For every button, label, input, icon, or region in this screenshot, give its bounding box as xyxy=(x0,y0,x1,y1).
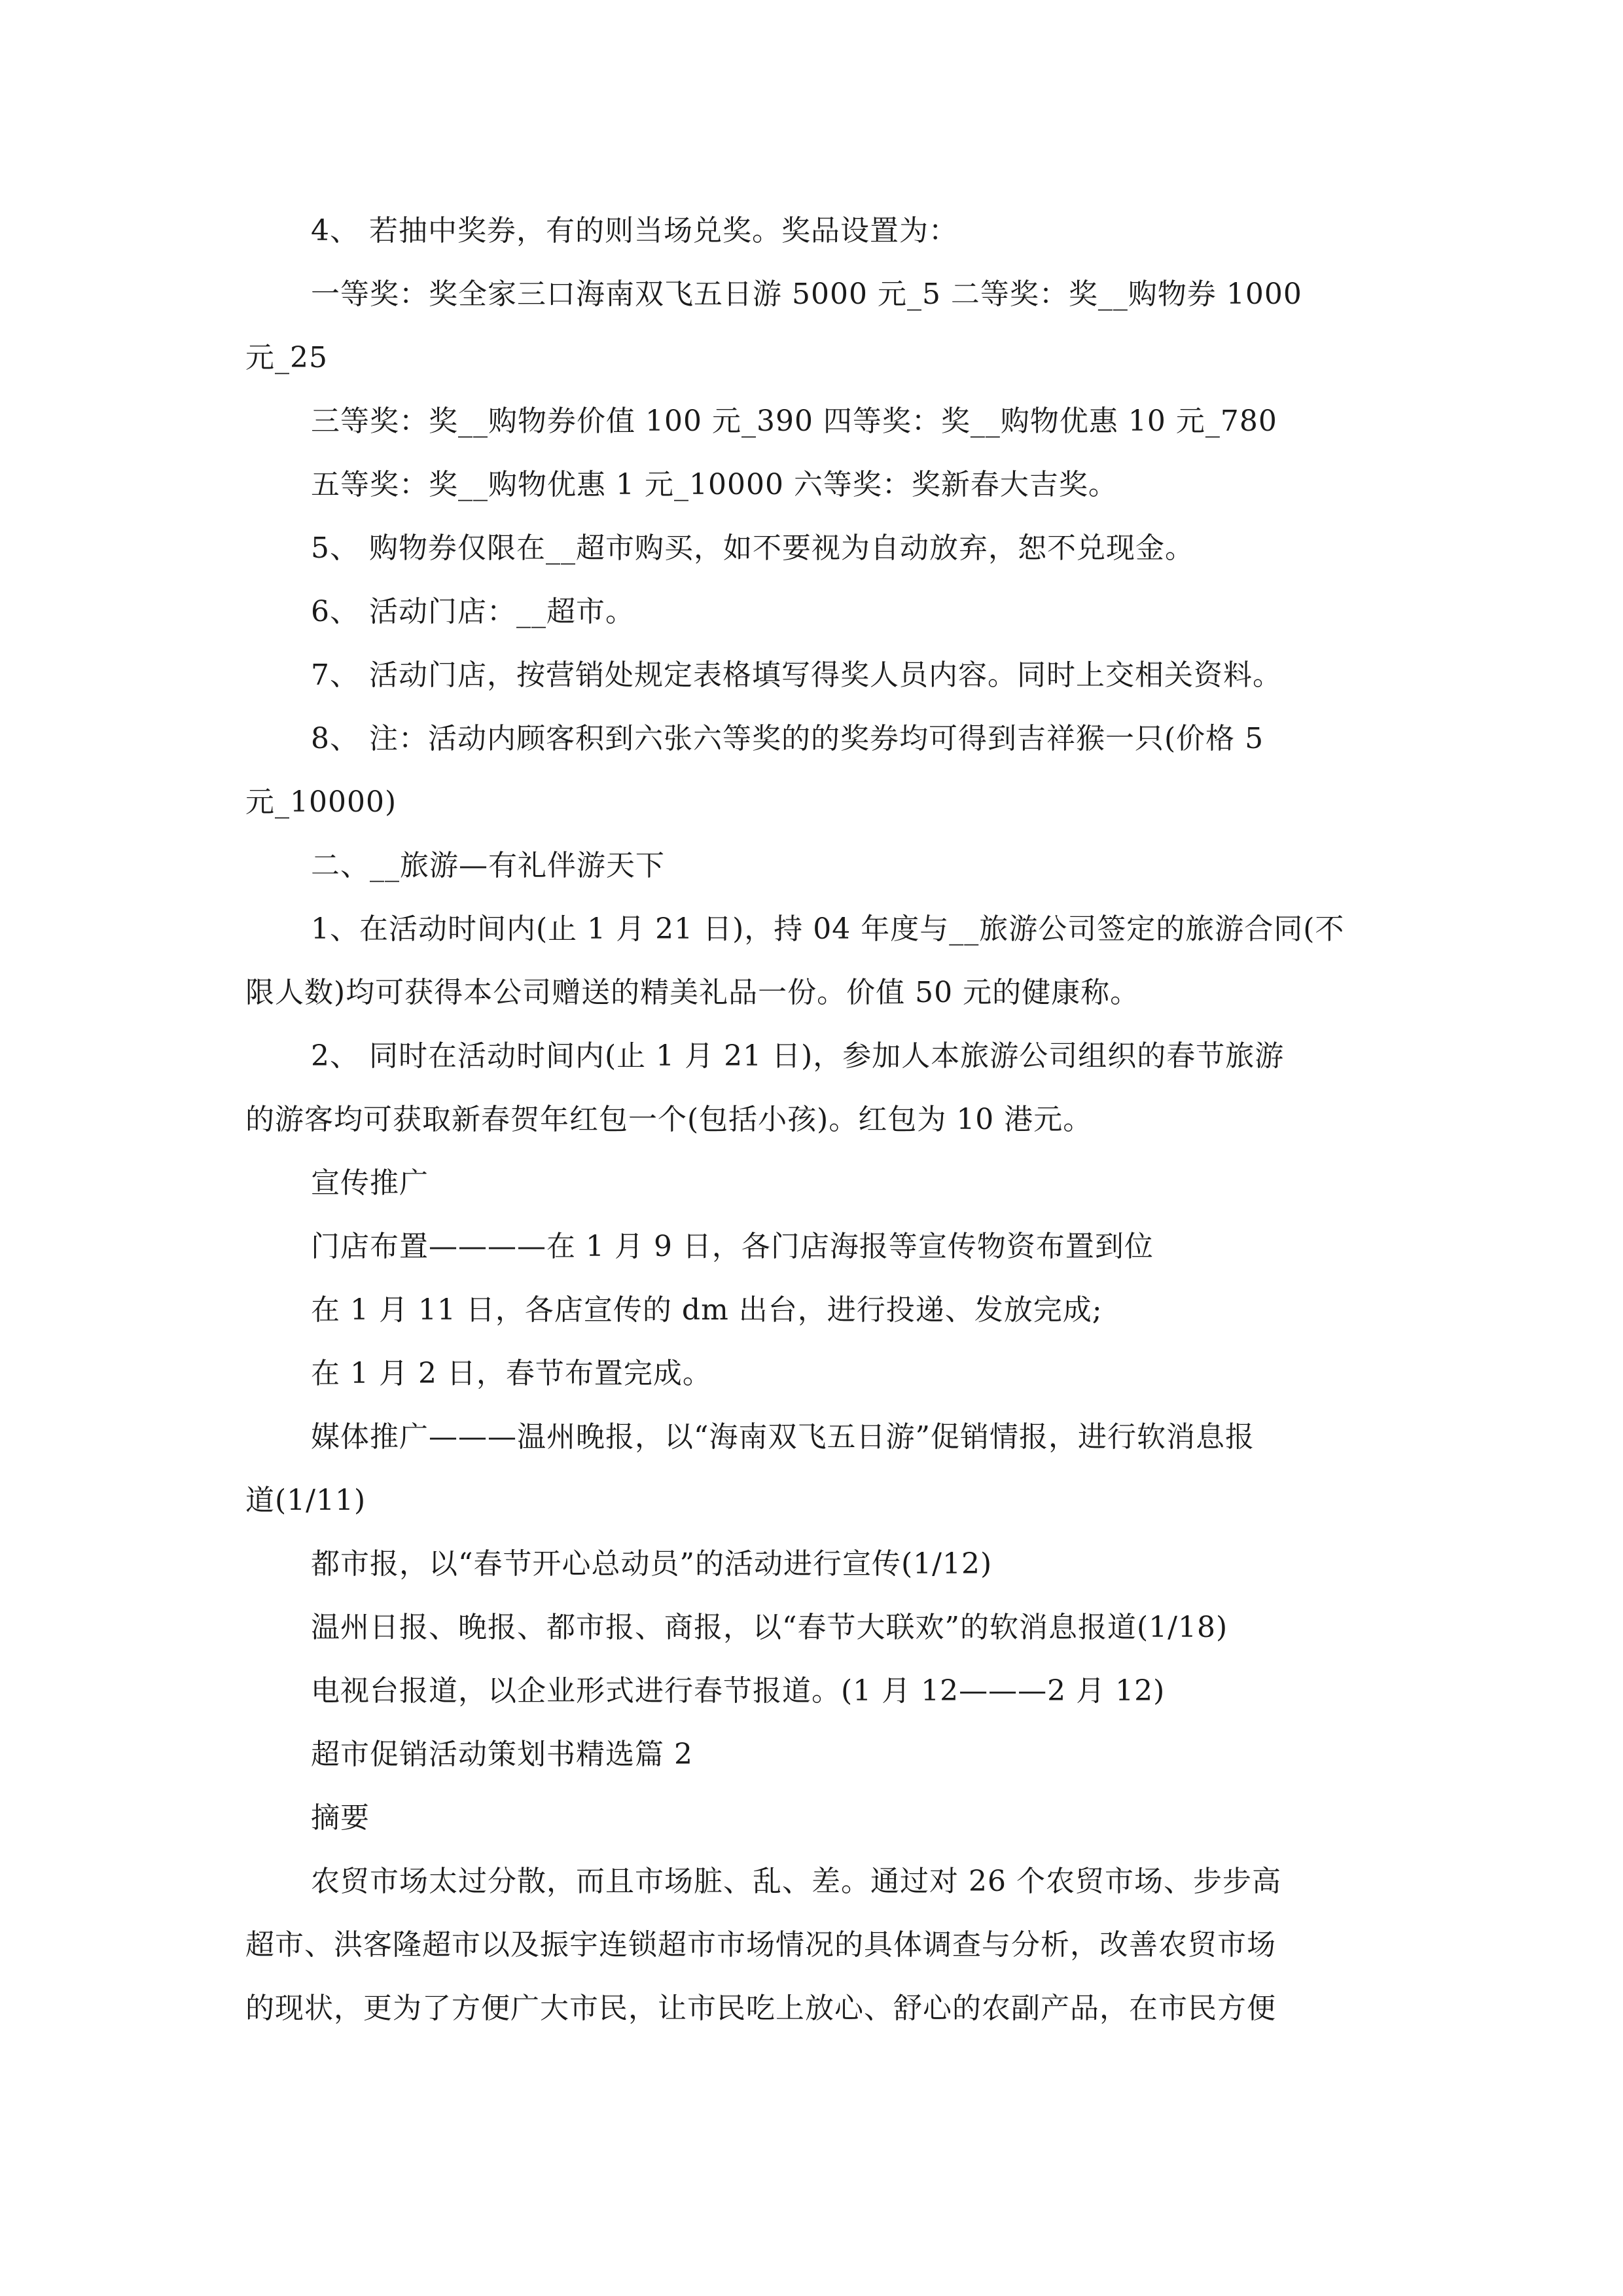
text-line: 的现状，更为了方便广大市民，让市民吃上放心、舒心的农副产品，在市民方便 xyxy=(245,1992,1276,2025)
text-line: 媒体推广———温州晚报，以“海南双飞五日游”促销情报，进行软消息报 xyxy=(311,1420,1255,1454)
text-line: 温州日报、晚报、都市报、商报，以“春节大联欢”的软消息报道(1/18) xyxy=(311,1611,1228,1644)
text-line: 在 1 月 11 日，各店宣传的 dm 出台，进行投递、发放完成; xyxy=(311,1293,1103,1327)
text-line: 5、 购物券仅限在__超市购买，如不要视为自动放弃，恕不兑现金。 xyxy=(311,531,1194,565)
text-line: 超市、洪客隆超市以及振宇连锁超市市场情况的具体调查与分析，改善农贸市场 xyxy=(245,1928,1276,1962)
section-heading: 摘要 xyxy=(311,1801,370,1835)
text-line: 元_10000) xyxy=(245,785,397,819)
text-line: 门店布置————在 1 月 9 日，各门店海报等宣传物资布置到位 xyxy=(311,1230,1154,1263)
text-line: 在 1 月 2 日，春节布置完成。 xyxy=(311,1357,712,1390)
text-line: 电视台报道，以企业形式进行春节报道。(1 月 12———2 月 12) xyxy=(311,1674,1166,1708)
text-line: 都市报，以“春节开心总动员”的活动进行宣传(1/12) xyxy=(311,1547,993,1581)
text-line: 6、 活动门店：__超市。 xyxy=(311,595,635,628)
text-line: 限人数)均可获得本公司赠送的精美礼品一份。价值 50 元的健康称。 xyxy=(245,976,1140,1009)
text-line: 4、 若抽中奖券，有的则当场兑奖。奖品设置为： xyxy=(311,214,958,247)
text-line: 一等奖：奖全家三口海南双飞五日游 5000 元_5 二等奖：奖__购物券 1000 xyxy=(311,278,1302,311)
section-heading: 超市促销活动策划书精选篇 2 xyxy=(311,1738,693,1771)
text-line: 道(1/11) xyxy=(245,1484,366,1517)
text-line: 三等奖：奖__购物券价值 100 元_390 四等奖：奖__购物优惠 10 元_780 xyxy=(311,404,1277,438)
text-line: 农贸市场太过分散，而且市场脏、乱、差。通过对 26 个农贸市场、步步高 xyxy=(311,1865,1281,1898)
text-line: 的游客均可获取新春贺年红包一个(包括小孩)。红包为 10 港元。 xyxy=(245,1103,1093,1136)
text-line: 7、 活动门店，按营销处规定表格填写得奖人员内容。同时上交相关资料。 xyxy=(311,658,1282,692)
section-heading: 二、__旅游—有礼伴游天下 xyxy=(311,849,665,882)
section-heading: 宣传推广 xyxy=(311,1166,429,1200)
text-line: 8、 注：活动内顾客积到六张六等奖的的奖券均可得到吉祥猴一只(价格 5 xyxy=(311,722,1264,755)
text-line: 2、 同时在活动时间内(止 1 月 21 日)，参加人本旅游公司组织的春节旅游 xyxy=(311,1039,1285,1073)
text-line: 元_25 xyxy=(245,341,328,374)
text-line: 五等奖：奖__购物优惠 1 元_10000 六等奖：奖新春大吉奖。 xyxy=(311,468,1118,501)
text-line: 1、在活动时间内(止 1 月 21 日)，持 04 年度与__旅游公司签定的旅游合同(不 xyxy=(311,912,1345,946)
